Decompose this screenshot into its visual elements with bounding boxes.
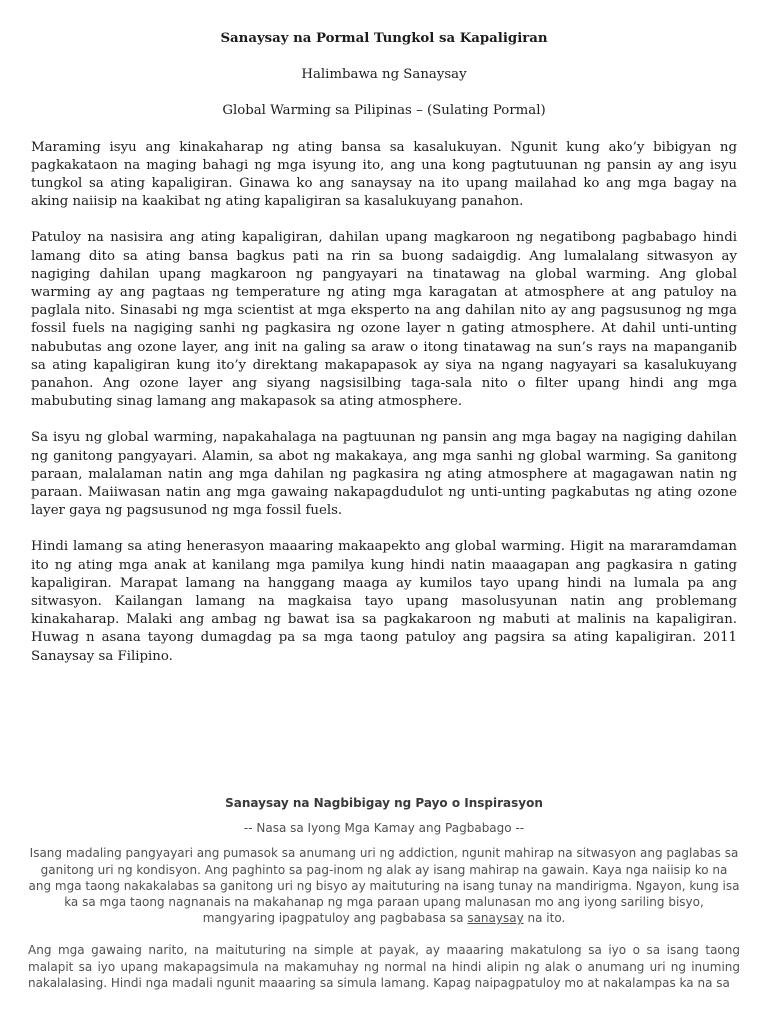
essay1-paragraph-4: Hindi lamang sa ating henerasyon maaaring makaapekto ang global warming. Higit na mararamdaman ito ng ating mga anak at kanilang mga pamilya kung hindi natin maaagapan ang pagkasira n gating kapaligiran. Marapat lamang na hanggang maaga ay kumilos tayo upang hindi na lumala pa ang sitwasyon. Kailangan lamang na magkaisa tayo upang masolusyunan natin ang problemang kinakaharap. Malaki ang ambag ng bawat isa sa pagkakaroon ng mabuti at malinis na kapaligiran. Huwag n asana tayong dumagdag pa sa mga taong patuloy ang pagsira sa ating kapaligiran. 2011 Sanaysay sa Filipino. [31,539,737,664]
essay2-paragraph-1-end: na ito. [523,911,566,926]
essay1-paragraph-3: Sa isyu ng global warming, napakahalaga na pagtuunan ng pansin ang mga bagay na nagiging dahilan ng ganitong pangyayari. Alamin, sa abot ng makakaya, ang mga sanhi ng global warming. Sa ganitong paraan, malalaman natin ang mga dahilan ng pagkasira ng ating atmosphere at magagawan natin ng paraan. Maiiwasan natin ang mga gawaing nakapagdudulot ng unti-unting pagkabutas ng ating ozone layer gaya ng pagsusunod ng mga fossil fuels. [31,430,737,519]
essay1-paragraph-1: Maraming isyu ang kinakaharap ng ating bansa sa kasalukuyan. Ngunit kung ako’y bibigyan ng pagkakataon na maging bahagi ng mga isyung ito, ang una kong pagtutuunan ng pansin ay ang isyu tungkol sa ating kapaligiran. Ginawa ko ang sanaysay na ito upang mailahad ko ang mga bagay na aking naiisip na kaakibat ng ating kapaligiran sa kasalukuyang panahon. [31,139,737,210]
formal-essay-section [31,30,737,684]
sanaysay-link[interactable]: sanaysay [467,911,524,926]
essay2-title: Sanaysay na Nagbibigay ng Payo o Inspirasyon [225,796,543,810]
essay2-paragraph-1 [28,845,740,926]
essay2-paragraph-2: Ang mga gawaing narito, na maituturing na simple at payak, ay maaaring makatulong sa iyo o sa isang taong malapit sa iyo upang makapagsimula na makamuhay ng normal na hindi alipin ng alak o anumang uri ng inuming nakalalasing. Hindi nga madali ngunit maaaring sa simula lamang. Kapag naipagpatuloy mo at nakalampas ka na sa [28,943,740,990]
essay1-subtitle: Halimbawa ng Sanaysay [301,67,467,83]
essay1-paragraph-2: Patuloy na nasisira ang ating kapaligiran, dahilan upang magkaroon ng negatibong pagbabago hindi lamang dito sa ating bansa bagkus pati na rin sa buong sadaigdig. Ang lumalalang sitwasyon ay nagiging dahilan upang magkaroon ng pangyayari na tinatawag na global warming. Ang global warming ay ang pagtaas ng temperature ng ating mga karagatan at atmosphere at ang patuloy na paglala nito. Sinasabi ng mga scientist at mga eksperto na ang dahilan nito ay ang pagsusunog ng mga fossil fuels na nagiging sanhi ng pagkasira ng ozone layer n gating atmosphere. At dahil unti-unting nabubutas ang ozone layer, ang init na galing sa araw o itong tinatawag na sun’s rays na mapanganib sa ating kapaligiran kung ito’y direktang makapapasok ay siya na ngang nagyayari sa kasalukuyang panahon. Ang ozone layer ang siyang nagsisilbing taga-sala nito o filter upang hindi ang mga mabubuting sinag lamang ang makapasok sa ating atmosphere. [31,230,737,410]
essay2-subtitle: -- Nasa sa Iyong Mga Kamay ang Pagbabago -- [243,821,525,836]
advice-essay-section [28,795,740,991]
essay1-title: Sanaysay na Pormal Tungkol sa Kapaligiran [220,31,548,46]
essay1-heading: Global Warming sa Pilipinas – (Sulating Pormal) [222,103,546,119]
essay2-paragraph-1-text: Isang madaling pangyayari ang pumasok sa anumang uri ng addiction, ngunit mahirap na sitwasyon ang paglabas sa ganitong uri ng kondisyon. Ang paghinto sa pag-inom ng alak ay isang mahirap na gawain. Kaya nga naiisip ko na ang mga taong nakakalabas sa ganitong uri ng bisyo ay maituturing na isang tunay na mandirigma. Ngayon, kung isa ka sa mga taong nagnanais na makahanap ng mga paraan upang malunasan mo ang iyong sariling bisyo, mangyaring ipagpatuloy ang pagbabasa sa [28,846,740,926]
